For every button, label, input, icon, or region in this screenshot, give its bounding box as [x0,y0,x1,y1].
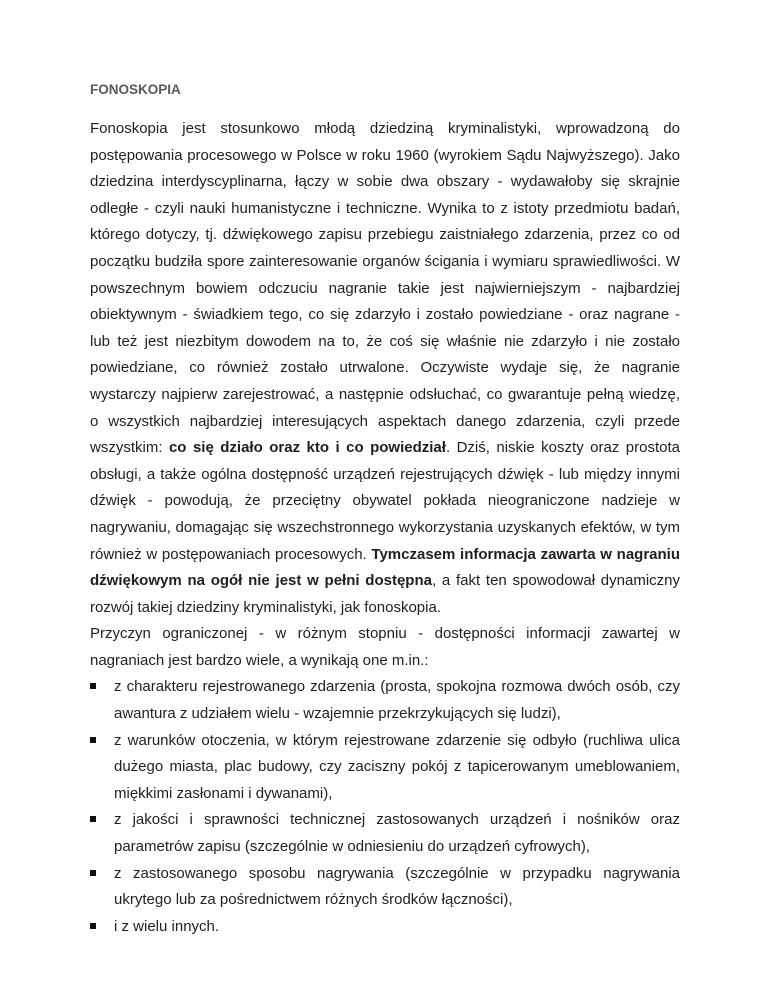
square-bullet-icon [90,923,96,929]
bold-phrase: Tymczasem informacja zawarta w nagraniu dźwiękowym na ogół nie jest w pełni dostępna [90,545,680,590]
list-item-text: z charakteru rejestrowanego zdarzenia (prosta, spokojna rozmowa dwóch osób, czy awantura z udziałem wielu - wzajemnie przekrzykujących się ludzi), [114,678,680,723]
list-item [90,674,680,727]
document-page [90,80,680,940]
list-item-text: z warunków otoczenia, w którym rejestrowane zdarzenie się odbyło (ruchliwa ulica dużego miasta, plac budowy, czy zaciszny pokój z tapicerowanym umeblowaniem, miękkimi zasłonami i dywanami), [114,731,680,802]
square-bullet-icon [90,737,96,743]
document-heading: FONOSKOPIA [90,82,181,97]
paragraph-text: , a fakt ten spowodował dynamiczny rozwój takiej dziedziny kryminalistyki, jak fonoskopia. [90,572,681,616]
list-item [90,728,680,808]
list-item-text: z jakości i sprawności technicznej zastosowanych urządzeń i nośników oraz parametrów zapisu (szczególnie w odniesieniu do urządzeń cyfrowych), [114,811,680,856]
list-item [90,914,680,941]
intro-paragraph [90,116,680,621]
list-item [90,861,680,914]
paragraph-text: Fonoskopia jest stosunkowo młodą dziedziną kryminalistyki, wprowadzoną do postępowania procesowego w Polsce w roku 1960 (wyrokiem Sądu Najwyższego). Jako dziedzina interdyscyplinarna, łączy w sobie dwa obszary - wydawałoby się skrajnie odległe - czyli nauki humanistyczne i techniczne. Wynika to z istoty przedmiotu badań, którego dotyczy, tj. dźwiękowego zapisu przebiegu zaistniałego zdarzenia, przez co od początku budziła spore zainteresowanie organów ścigania i wymiaru sprawiedliwości. W powszechnym bowiem odczuciu nagranie takie jest najwierniejszym - najbardziej obiektywnym - świadkiem tego, co się zdarzyło i zostało powiedziane - oraz nagrane - lub też jest niezbitym dowodem na to, że coś się właśnie nie zdarzyło i nie zostało powiedziane, co również zostało utrwalone. Oczywiste wydaje się, że nagranie wystarczy najpierw zarejestrować, a następnie odsłuchać, co gwarantuje pełną wiedzę, o wszystkich najbardziej interesujących aspektach danego zdarzenia, czyli przede wszystkim: [90,120,680,457]
paragraph-text: . Dziś, niskie koszty oraz prostota obsługi, a także ogólna dostępność urządzeń rejestrujących dźwięk - lub między innymi dźwięk - powodują, że przeciętny obywatel pokłada nieograniczone nadzieje w nagrywaniu, domagając się wszechstronnego wykorzystania uzyskanych efektów, w tym również w postępowaniach procesowych. [90,439,680,563]
square-bullet-icon [90,816,96,822]
causes-paragraph: Przyczyn ograniczonej - w różnym stopniu - dostępności informacji zawartej w nagraniach jest bardzo wiele, a wynikają one m.in.: [90,625,680,669]
list-item-text: z zastosowanego sposobu nagrywania (szczególnie w przypadku nagrywania ukrytego lub za pośrednictwem różnych środków łączności), [114,864,680,909]
square-bullet-icon [90,683,96,689]
bold-phrase: co się działo oraz kto i co powiedział [168,439,446,457]
square-bullet-icon [90,870,96,876]
list-item-text: i z wielu innych. [114,917,220,935]
causes-list [90,674,680,940]
list-item [90,807,680,860]
